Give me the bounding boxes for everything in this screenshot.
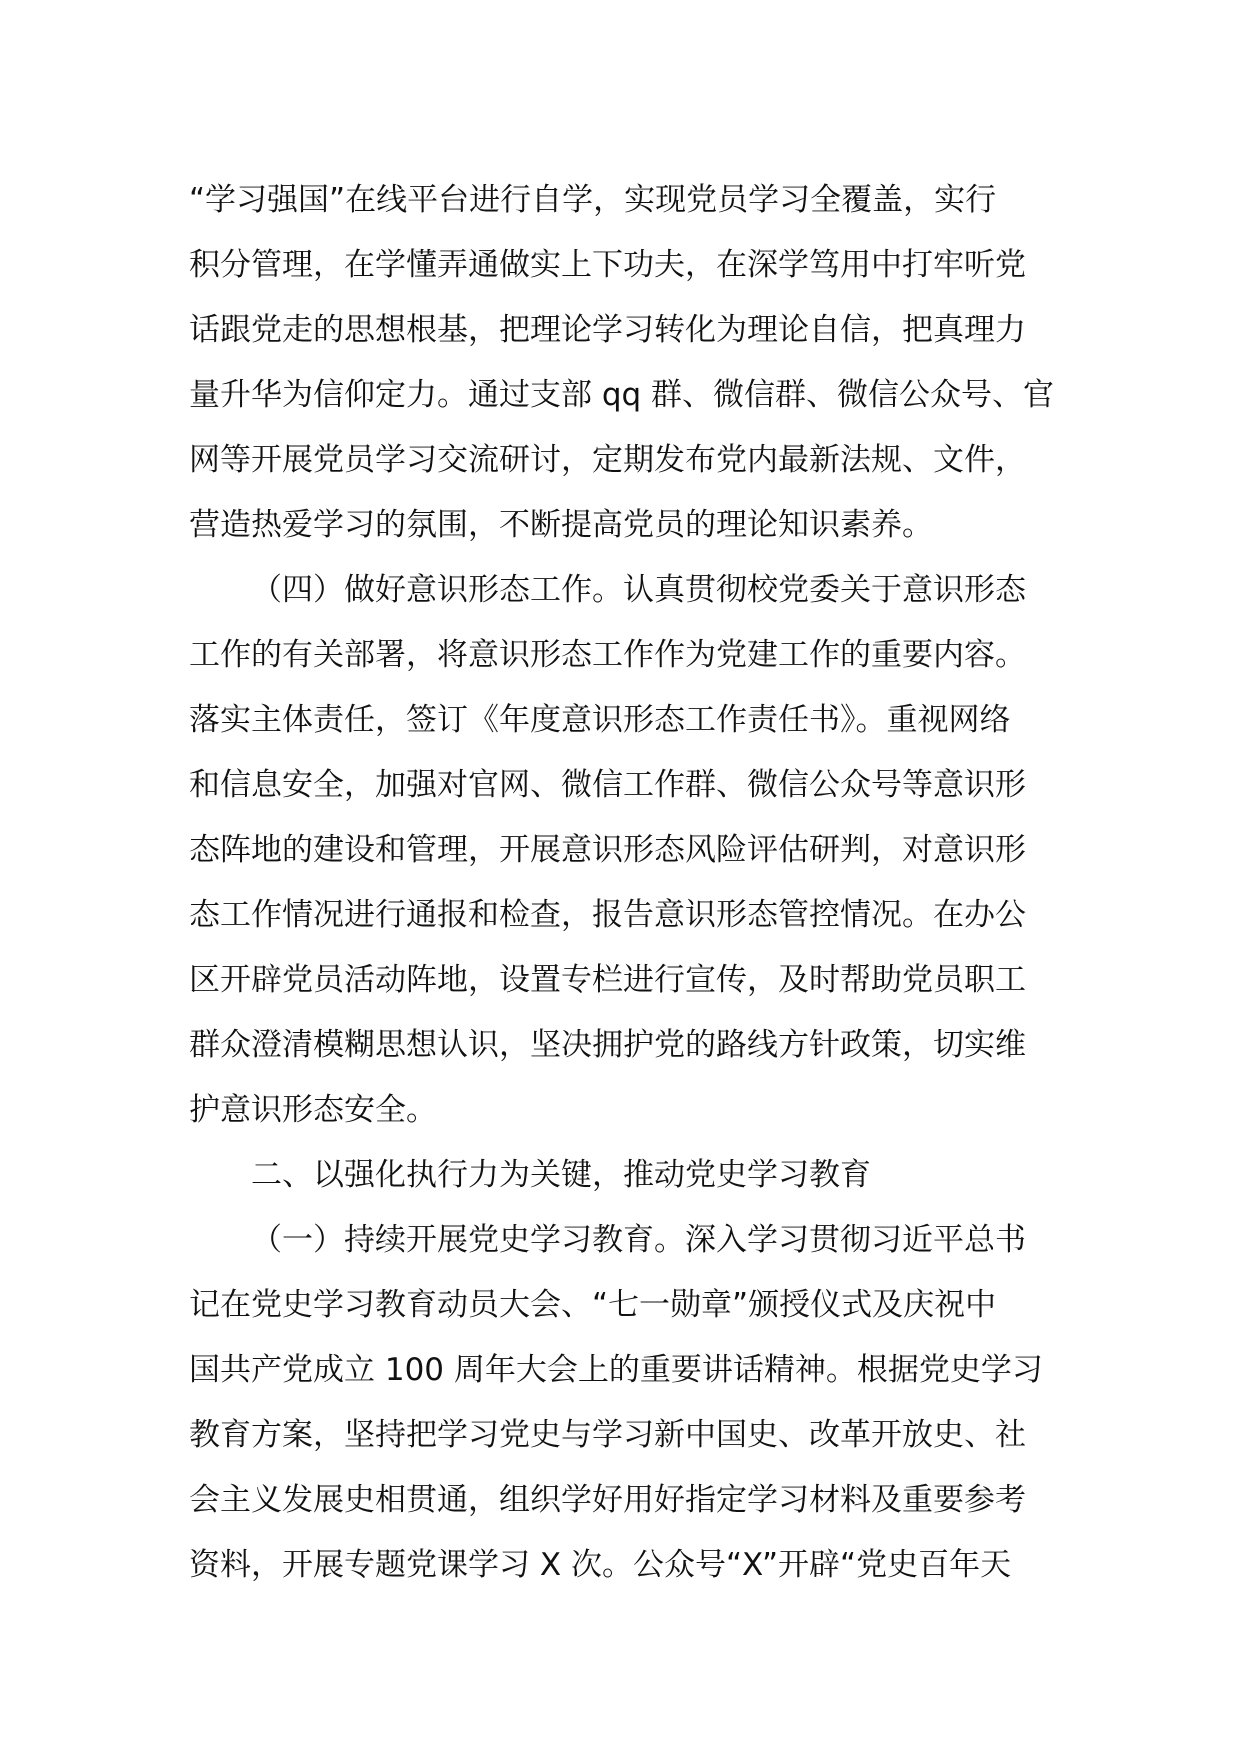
text-line: 积分管理，在学懂弄通做实上下功夫，在深学笃用中打牢听党 — [189, 247, 1026, 283]
text-line: 会主义发展史相贯通，组织学好用好指定学习材料及重要参考 — [189, 1482, 1026, 1518]
chapter-heading-two: 二、以强化执行力为关键，推动党史学习教育 — [251, 1157, 871, 1193]
text-line: 网等开展党员学习交流研讨，定期发布党内最新法规、文件， — [189, 442, 1026, 478]
text-line: 工作的有关部署，将意识形态工作作为党建工作的重要内容。 — [189, 637, 1026, 673]
text-line: “学习强国”在线平台进行自学，实现党员学习全覆盖，实行 — [189, 182, 997, 218]
text-line: 国共产党成立 100 周年大会上的重要讲话精神。根据党史学习 — [189, 1352, 1043, 1388]
text-line: 群众澄清模糊思想认识，坚决拥护党的路线方针政策，切实维 — [189, 1027, 1026, 1063]
text-line: 记在党史学习教育动员大会、“七一勋章”颁授仪式及庆祝中 — [189, 1287, 997, 1323]
text-line: 量升华为信仰定力。通过支部 qq 群、微信群、微信公众号、官 — [189, 377, 1055, 413]
section-heading-one: （一）持续开展党史学习教育。深入学习贯彻习近平总书 — [251, 1222, 1026, 1258]
text-line: 区开辟党员活动阵地，设置专栏进行宣传，及时帮助党员职工 — [189, 962, 1026, 998]
text-line: 教育方案，坚持把学习党史与学习新中国史、改革开放史、社 — [189, 1417, 1026, 1453]
document-body — [189, 168, 1059, 1598]
text-line: 护意识形态安全。 — [189, 1092, 437, 1128]
text-line: 资料，开展专题党课学习 X 次。公众号“X”开辟“党史百年天 — [189, 1547, 1012, 1583]
text-line: 态工作情况进行通报和检查，报告意识形态管控情况。在办公 — [189, 897, 1026, 933]
text-line: 营造热爱学习的氛围，不断提高党员的理论知识素养。 — [189, 507, 933, 543]
text-line: 态阵地的建设和管理，开展意识形态风险评估研判，对意识形 — [189, 832, 1026, 868]
section-heading-four: （四）做好意识形态工作。认真贯彻校党委关于意识形态 — [251, 572, 1026, 608]
text-line: 落实主体责任，签订《年度意识形态工作责任书》。重视网络 — [189, 702, 1011, 738]
text-line: 和信息安全，加强对官网、微信工作群、微信公众号等意识形 — [189, 767, 1026, 803]
text-line: 话跟党走的思想根基，把理论学习转化为理论自信，把真理力 — [189, 312, 1026, 348]
